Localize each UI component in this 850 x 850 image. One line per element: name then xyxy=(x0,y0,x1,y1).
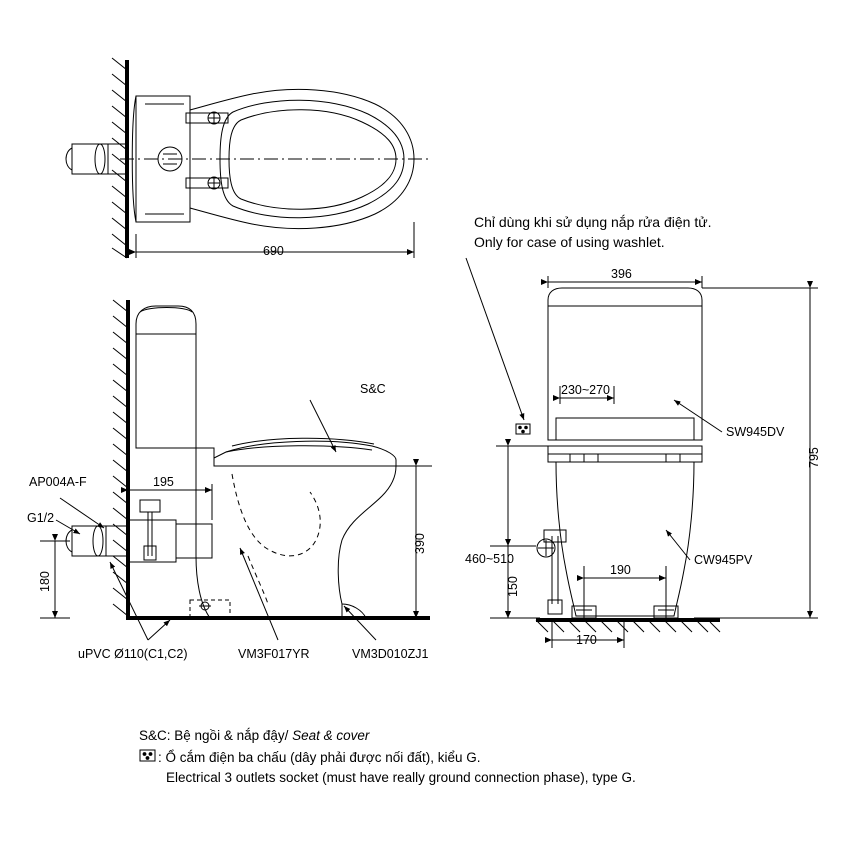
dim-side-180: 180 xyxy=(38,571,52,592)
dim-side-195: 195 xyxy=(153,475,174,489)
side-view-group xyxy=(40,300,432,640)
legend-socket-line2: Electrical 3 outlets socket (must have really ground connection phase), type G. xyxy=(166,770,636,785)
dim-front-460-510: 460~510 xyxy=(465,552,515,566)
dim-side-390: 390 xyxy=(413,533,427,554)
dim-top-690: 690 xyxy=(263,244,284,258)
note-washlet-en: Only for case of using washlet. xyxy=(474,234,665,250)
dim-front-150: 150 xyxy=(506,576,520,597)
dim-front-795: 795 xyxy=(807,447,821,468)
legend-sc-code: S&C xyxy=(139,727,167,743)
callout-cw945pv: CW945PV xyxy=(694,553,753,567)
dim-front-230-270: 230~270 xyxy=(561,383,611,397)
legend-socket-line1: : Ổ cắm điện ba chấu (dây phải được nối đất), kiểu G. xyxy=(158,750,481,765)
callout-vm3d010zj1: VM3D010ZJ1 xyxy=(352,647,429,661)
callout-ap004a-f: AP004A-F xyxy=(29,475,87,489)
callout-vm3f017yr: VM3F017YR xyxy=(238,647,310,661)
dim-front-190: 190 xyxy=(610,563,631,577)
dim-front-170: 170 xyxy=(576,633,597,647)
callout-g-half: G1/2 xyxy=(27,511,55,525)
note-washlet-vi: Chỉ dùng khi sử dụng nắp rửa điện tử. xyxy=(474,214,712,230)
legend-sc-text: : Bệ ngồi & nắp đậy/ xyxy=(166,727,293,743)
callout-upvc: uPVC Ø110(C1,C2) xyxy=(78,647,188,661)
dim-front-396: 396 xyxy=(611,267,632,281)
callout-sw945dv: SW945DV xyxy=(726,425,785,439)
callout-seat-cover: S&C xyxy=(360,382,386,396)
legend-sc-italic: Seat & cover xyxy=(292,727,370,743)
top-view-group xyxy=(66,58,430,258)
